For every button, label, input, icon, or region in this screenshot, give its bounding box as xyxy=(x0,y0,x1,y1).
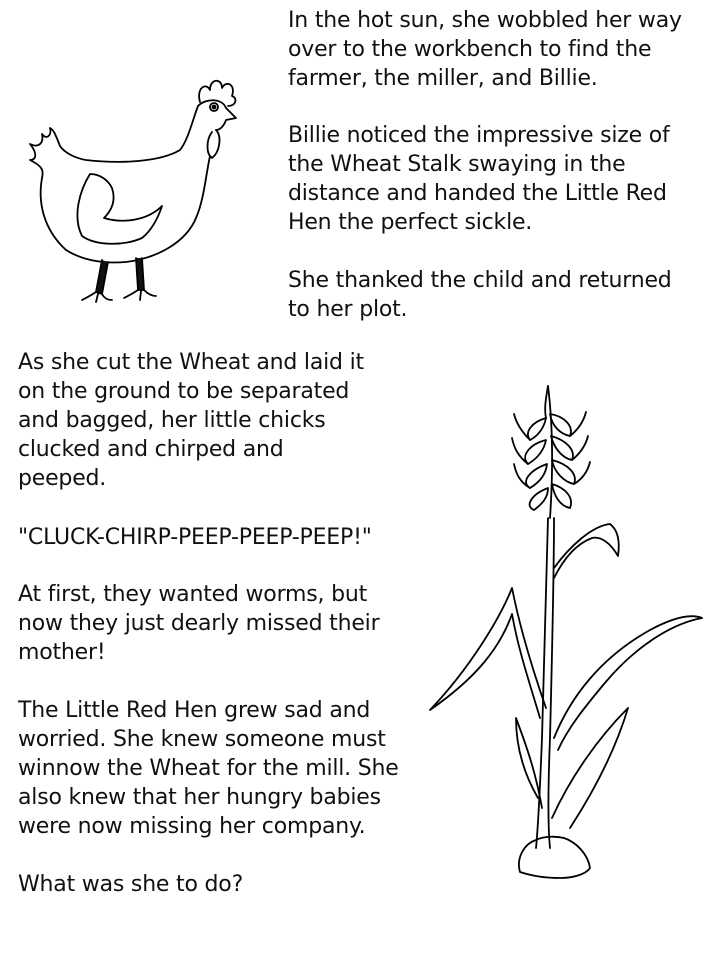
story-paragraph-1: In the hot sun, she wobbled her way over to the workbench to find the farmer, the miller, and Billie. xyxy=(288,8,682,91)
story-paragraph-8: What was she to do? xyxy=(18,872,244,897)
story-paragraph-4: As she cut the Wheat and laid it on the ground to be separated and bagged, her little chicks clucked and chirped and peeped. xyxy=(18,350,364,491)
story-paragraph-3: She thanked the child and returned to her plot. xyxy=(288,268,672,322)
story-paragraph-2: Billie noticed the impressive size of the Wheat Stalk swaying in the distance and handed the Little Red Hen the perfect sickle. xyxy=(288,123,670,235)
hen-illustration xyxy=(20,70,245,305)
story-paragraph-5: "CLUCK-CHIRP-PEEP-PEEP-PEEP!" xyxy=(18,525,372,550)
wheat-stalk-illustration xyxy=(420,378,710,903)
story-paragraph-7: The Little Red Hen grew sad and worried. She knew someone must winnow the Wheat for the mill. She also knew that her hungry babies were now missing her company. xyxy=(18,698,399,839)
story-paragraph-6: At first, they wanted worms, but now they just dearly missed their mother! xyxy=(18,582,380,665)
